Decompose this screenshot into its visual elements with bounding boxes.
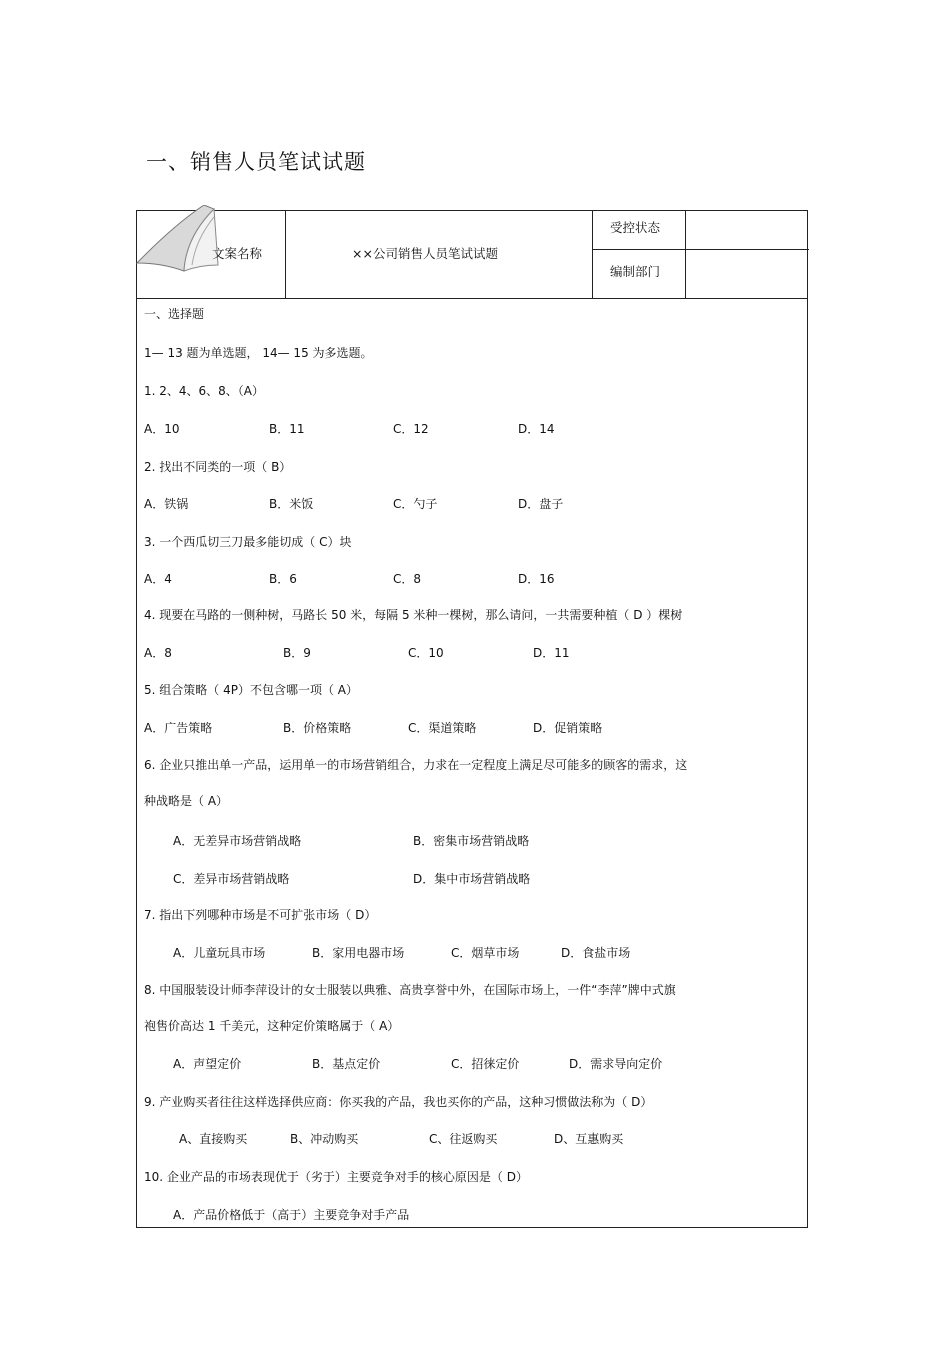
option: D．16 [518, 572, 555, 586]
question-text: 9. 产业购买者往往这样选择供应商：你买我的产品，我也买你的产品，这种习惯做法称为（ D） [144, 1095, 653, 1109]
question-text-continued: 袍售价高达 1 千美元，这种定价策略属于（ A） [144, 1019, 400, 1033]
question-text: 1. 2、4、6、8、（A） [144, 384, 265, 398]
question-text: 8. 中国服装设计师李萍设计的女士服装以典雅、高贵享誉中外，在国际市场上，一件“李萍”牌中式旗 [144, 983, 676, 997]
question-text: 5. 组合策略（ 4P）不包含哪一项（ A） [144, 683, 358, 697]
option: D．集中市场营销战略 [413, 872, 531, 886]
header-divider [592, 211, 593, 299]
control-status-label: 受控状态 [610, 220, 661, 235]
document-table [136, 210, 808, 1228]
option: C．差异市场营销战略 [173, 872, 290, 886]
option: A．铁锅 [144, 497, 189, 511]
option: C．勺子 [393, 497, 438, 511]
option: B．家用电器市场 [312, 946, 405, 960]
option: D．11 [533, 646, 570, 660]
option: C．烟草市场 [451, 946, 520, 960]
page-title: 一、销售人员笔试试题 [146, 150, 366, 174]
option: A．无差异市场营销战略 [173, 834, 302, 848]
option: A．声望定价 [173, 1057, 242, 1071]
control-status-value [687, 211, 807, 248]
option: A、直接购买 [179, 1132, 248, 1146]
doc-name-value: ××公司销售人员笔试试题 [352, 246, 498, 261]
option: A．4 [144, 572, 172, 586]
option: A．产品价格低于（高于）主要竞争对手产品 [173, 1208, 410, 1222]
option: B、冲动购买 [290, 1132, 359, 1146]
option: C、往返购买 [429, 1132, 498, 1146]
option: D．14 [518, 422, 555, 436]
option: A．广告策略 [144, 721, 213, 735]
header-divider [592, 249, 809, 250]
question-text: 4. 现要在马路的一侧种树，马路长 50 米，每隔 5 米种一棵树，那么请问，一共需要种植（ D ）棵树 [144, 608, 683, 622]
section-title: 一、选择题 [144, 307, 205, 321]
department-label: 编制部门 [610, 264, 661, 279]
question-text: 10. 企业产品的市场表现优于（劣于）主要竞争对手的核心原因是（ D） [144, 1170, 528, 1184]
option: D．盘子 [518, 497, 564, 511]
option: A．8 [144, 646, 172, 660]
option: A．儿童玩具市场 [173, 946, 266, 960]
question-text: 3. 一个西瓜切三刀最多能切成（ C）块 [144, 535, 352, 549]
question-text-continued: 种战略是（ A） [144, 794, 229, 808]
option: C．8 [393, 572, 422, 586]
option: D．促销策略 [533, 721, 603, 735]
option: D、互惠购买 [554, 1132, 624, 1146]
option: B．9 [283, 646, 311, 660]
option: D．食盐市场 [561, 946, 631, 960]
instructions: 1— 13 题为单选题， 14— 15 为多选题。 [144, 346, 373, 360]
option: B．价格策略 [283, 721, 352, 735]
department-value [687, 251, 807, 297]
option: D．需求导向定价 [569, 1057, 663, 1071]
option: A．10 [144, 422, 180, 436]
document-header [137, 211, 807, 299]
question-text: 2. 找出不同类的一项（ B） [144, 460, 292, 474]
option: B．米饭 [269, 497, 314, 511]
doc-name-label: 文案名称 [212, 246, 263, 261]
option: C．10 [408, 646, 444, 660]
option: B．11 [269, 422, 305, 436]
option: B．基点定价 [312, 1057, 381, 1071]
question-text: 7. 指出下列哪种市场是不可扩张市场（ D） [144, 908, 377, 922]
header-divider [285, 211, 286, 299]
header-divider [685, 211, 686, 299]
option: C．招徕定价 [451, 1057, 520, 1071]
option: B．6 [269, 572, 297, 586]
option: B．密集市场营销战略 [413, 834, 530, 848]
option: C．12 [393, 422, 429, 436]
option: C．渠道策略 [408, 721, 477, 735]
question-text: 6. 企业只推出单一产品，运用单一的市场营销组合，力求在一定程度上满足尽可能多的顾客的需求，这 [144, 758, 688, 772]
